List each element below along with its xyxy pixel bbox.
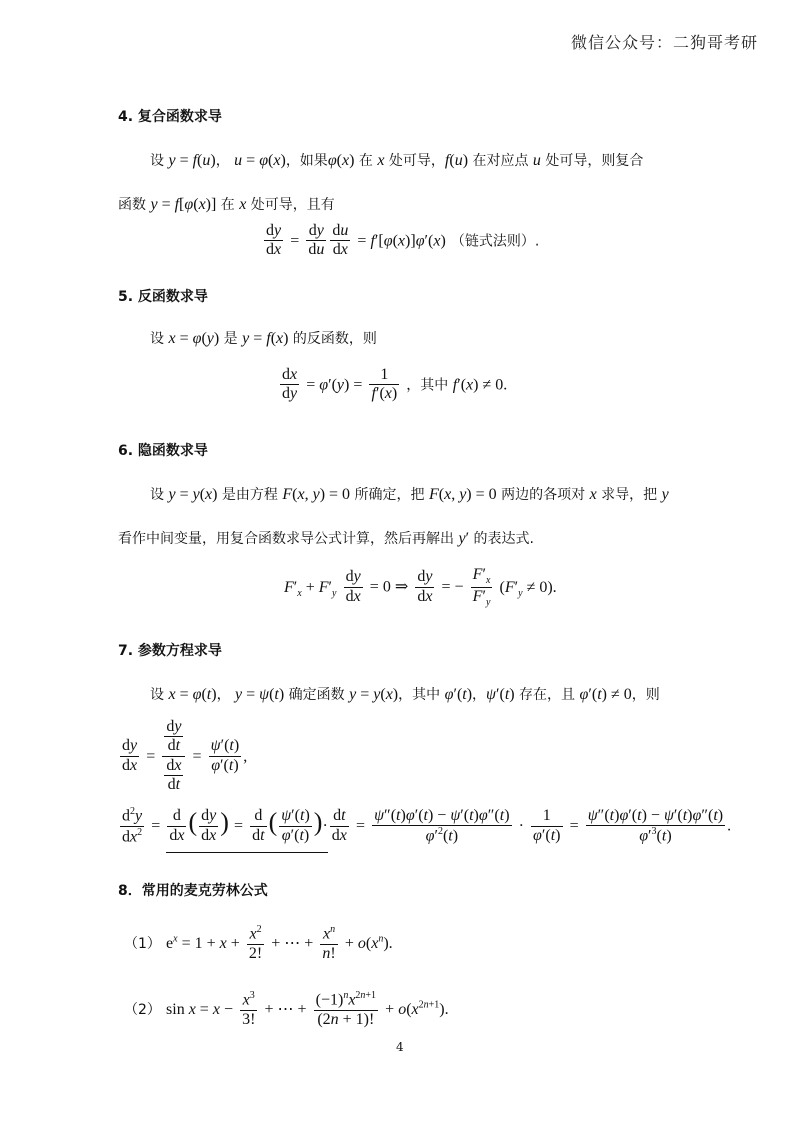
- page-number: 4: [396, 1040, 404, 1054]
- parametric-first-derivative: $\frac{dy}{dx}$ = $\frac{\frac{dy}{dt}}{\frac{dx}{dt}}$ = $\frac{\psi'(t)}{\varphi'(t)}$ ,: [122, 718, 248, 794]
- inverse-function-formula: $\frac{dx}{dy}$ = φ′(y) = $\frac{1}{f'(x)}$ ，其中 f′(x) ≠ 0.: [282, 366, 508, 403]
- item-2-label: （2）: [124, 1002, 161, 1019]
- chain-rule-note: （链式法则）.: [450, 233, 540, 250]
- section-5-title: 5. 反函数求导: [118, 289, 208, 305]
- header-note: 微信公众号：二狗哥考研: [570, 33, 758, 52]
- item-1-label: （1）: [124, 936, 161, 953]
- maclaurin-exp: （1） $e^x = 1 + x$ + $\frac{x^2}{2!}$ + ⋯ + $\frac{x^n}{n!}$ + $o(x^n)$.: [124, 924, 393, 962]
- section-8-title: 8．常用的麦克劳林公式: [118, 883, 268, 899]
- section-6-title: 6. 隐函数求导: [118, 443, 208, 459]
- section-7-text-1: 设 x = φ(t)， y = ψ(t) 确定函数 y = y(x)，其中 φ′(t)，ψ′(t) 存在，且 φ′(t) ≠ 0，则: [150, 686, 660, 703]
- parametric-second-derivative: $\frac{d^2y}{dx^2}$ = $\frac{d}{dx}$ ( $\frac{dy}{dx}$ ) = $\frac{d}{dt}$ ( $\frac{\psi'(t)}{\varphi'(t)}$ )· $\frac{dt}{dx}$ = $\frac{\psi''(t)\varphi'(t) - \psi'(t)\varphi''(t)}{\varphi'^2(t)}$ · $\frac{1}{\varphi'(t)}$ = $\frac{\psi''(t)\varphi'(t) - \psi'(t)\varphi''(t)}{\varphi'^3(t)}$ .: [122, 806, 732, 846]
- section-4-title: 4. 复合函数求导: [118, 109, 222, 125]
- section-4-text-2: 函数 y = f[φ(x)] 在 x 处可导，且有: [118, 196, 335, 213]
- formula-underline: [166, 852, 328, 853]
- section-7-title: 7. 参数方程求导: [118, 643, 222, 659]
- chain-rule-formula: $\frac{dy}{dx}$ = $\frac{dy}{du}$ $\frac{du}{dx}$ = f′[φ(x)]φ′(x) （链式法则）.: [266, 222, 540, 259]
- section-4-text-1: 设 y = f(u)， u = φ(x)，如果φ(x) 在 x 处可导，f(u) 在对应点 u 处可导，则复合: [150, 152, 644, 169]
- maclaurin-sin: （2） sin x = x − $\frac{x^3}{3!}$ + ⋯ + $\frac{(-1)^nx^{2n+1}}{(2n + 1)!}$ + $o(x^{2n+1})$.: [124, 990, 449, 1028]
- section-6-text-2: 看作中间变量，用复合函数求导公式计算，然后再解出 y′ 的表达式.: [118, 530, 534, 547]
- implicit-function-formula: $F'_x + F'_y$ $\frac{dy}{dx}$ = 0 ⇒ $\frac{dy}{dx}$ = − $\frac{F'_x}{F'_y}$ $(F'_y \ne 0)$.: [284, 566, 557, 608]
- section-5-text-1: 设 x = φ(y) 是 y = f(x) 的反函数，则: [150, 330, 377, 347]
- section-6-text-1: 设 y = y(x) 是由方程 F(x, y) = 0 所确定，把 F(x, y) = 0 两边的各项对 x 求导，把 y: [150, 486, 669, 503]
